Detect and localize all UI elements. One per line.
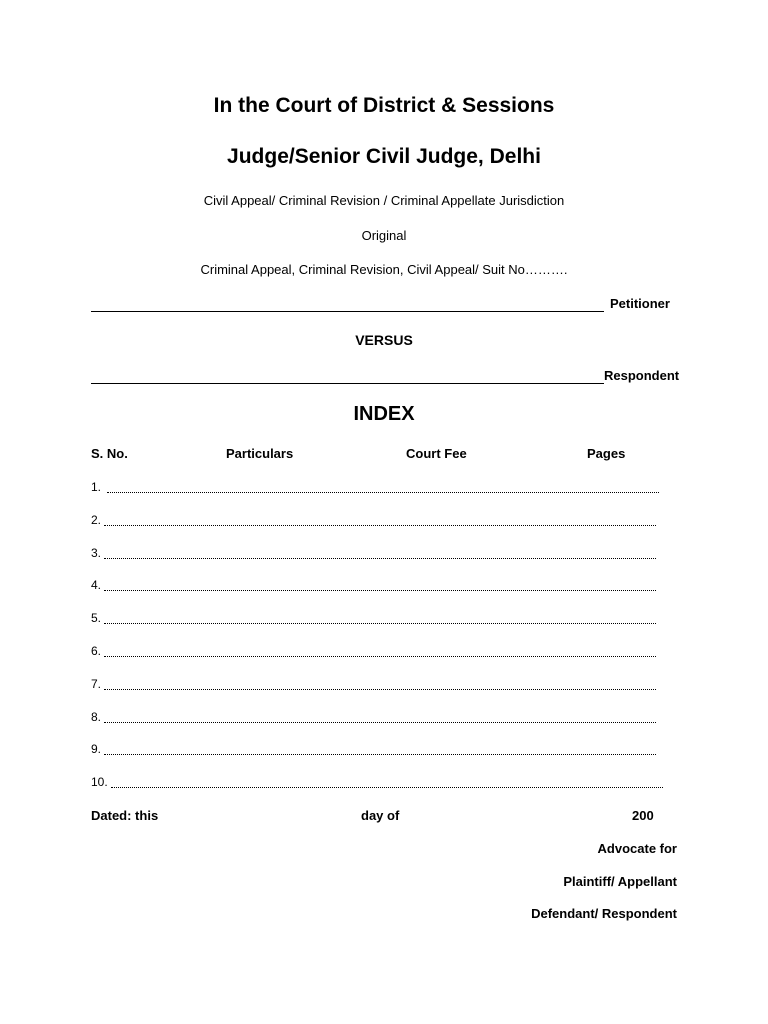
index-row-dotted-line (104, 722, 656, 723)
court-title-line-2: Judge/Senior Civil Judge, Delhi (227, 145, 541, 168)
respondent-label: Respondent (604, 368, 680, 383)
index-row-dotted-line (111, 787, 663, 788)
index-row-dotted-line (104, 623, 656, 624)
column-header-particulars: Particulars (226, 446, 294, 461)
index-row-dotted-line (104, 656, 656, 657)
defendant-respondent-label: Defendant/ Respondent (531, 906, 677, 921)
index-row-dotted-line (107, 492, 659, 493)
index-row-number: 2. (91, 513, 102, 527)
court-title-line-1: In the Court of District & Sessions (213, 94, 555, 117)
index-row-number: 5. (91, 611, 102, 625)
jurisdiction-line: Civil Appeal/ Criminal Revision / Criminal Appellate Jurisdiction (203, 193, 565, 208)
index-row-dotted-line (104, 754, 656, 755)
column-header-pages: Pages (587, 446, 626, 461)
advocate-for-label: Advocate for (597, 841, 677, 856)
index-row-dotted-line (104, 590, 656, 591)
plaintiff-appellant-label: Plaintiff/ Appellant (563, 874, 677, 889)
index-row-dotted-line (104, 525, 656, 526)
index-title: INDEX (353, 403, 415, 425)
index-row-number: 1. (91, 480, 102, 494)
index-row-number: 9. (91, 742, 102, 756)
index-row-number: 3. (91, 546, 102, 560)
day-of-label: day of (361, 808, 400, 823)
respondent-blank-line (91, 383, 604, 384)
index-row-number: 7. (91, 677, 102, 691)
index-row-number: 8. (91, 710, 102, 724)
index-row-dotted-line (104, 558, 656, 559)
original-label: Original (361, 228, 407, 243)
column-header-sno: S. No. (91, 446, 128, 461)
index-row-number: 4. (91, 578, 102, 592)
case-type-line: Criminal Appeal, Criminal Revision, Civil Appeal/ Suit No………. (200, 262, 568, 277)
column-header-court-fee: Court Fee (406, 446, 467, 461)
versus-label: VERSUS (355, 332, 413, 348)
dated-label: Dated: this (91, 808, 159, 823)
year-label: 200 (632, 808, 654, 823)
index-row-dotted-line (104, 689, 656, 690)
index-row-number: 10. (91, 775, 108, 789)
petitioner-label: Petitioner (610, 296, 670, 311)
index-row-number: 6. (91, 644, 102, 658)
petitioner-blank-line (91, 311, 604, 312)
